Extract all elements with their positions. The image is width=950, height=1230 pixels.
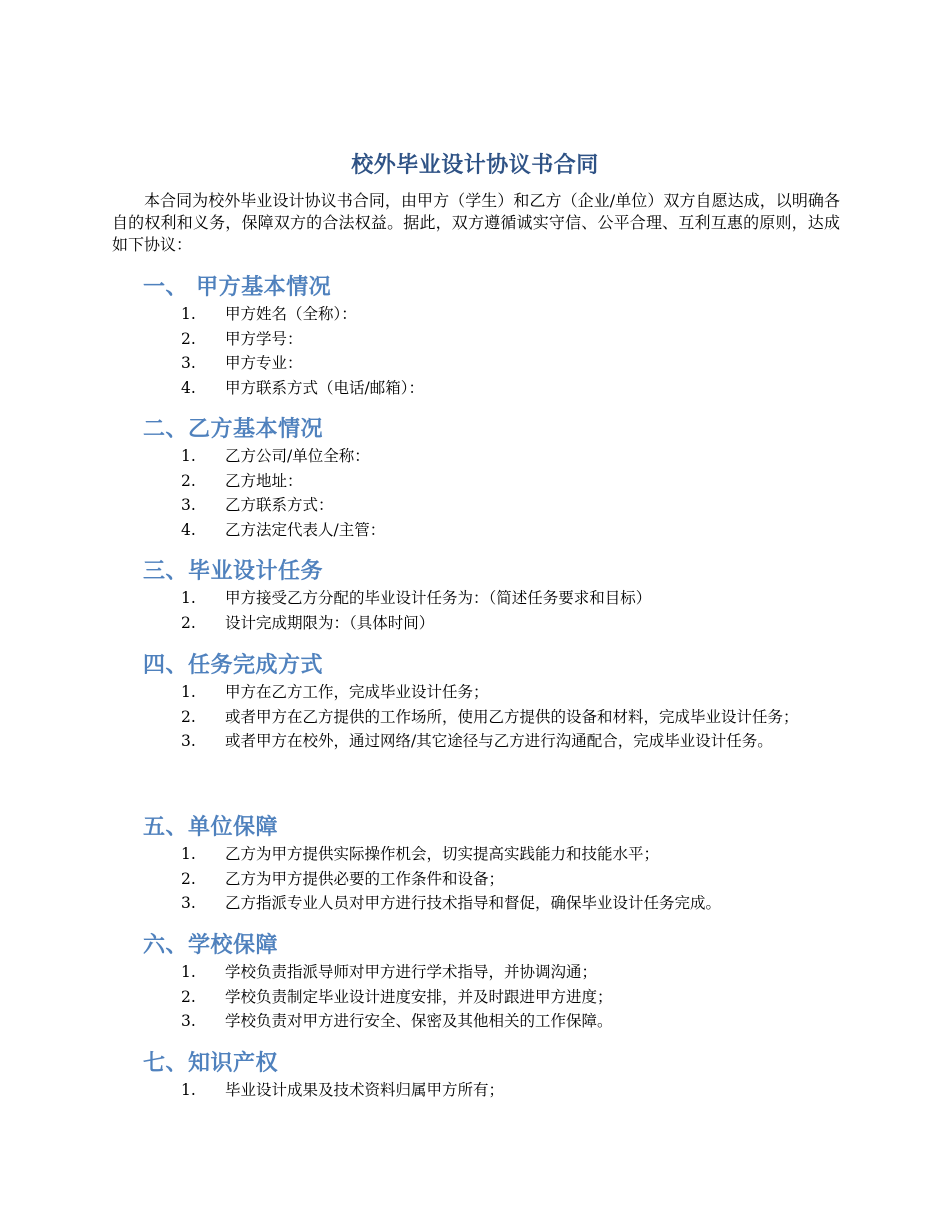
section-intellectual-property: [143, 1049, 843, 1104]
section-heading: 一、 甲方基本情况: [143, 275, 332, 300]
item-number: 3.: [181, 1012, 196, 1030]
item-number: 1.: [181, 589, 196, 607]
intro-paragraph: 本合同为校外毕业设计协议书合同，由甲方（学生）和乙方（企业/单位）双方自愿达成，以明确各自的权利和义务，保障双方的合法权益。据此，双方遵循诚实守信、公平合理、互利互惠的原则，达成如下协议：: [112, 191, 840, 254]
item-number: 1.: [181, 845, 196, 863]
item-number: 2.: [181, 869, 196, 888]
item-number: 3.: [181, 354, 196, 372]
item-number: 1.: [181, 963, 196, 981]
item-number: 1.: [181, 447, 196, 465]
item-text: 甲方接受乙方分配的毕业设计任务为：（简述任务要求和目标）: [225, 589, 652, 607]
item-number: 1.: [181, 683, 196, 701]
section-heading: 六、学校保障: [143, 933, 279, 958]
list-item: [143, 470, 843, 492]
item-number: 2.: [181, 329, 196, 348]
item-text: 学校负责制定毕业设计进度安排，并及时跟进甲方进度；: [225, 987, 613, 1006]
item-text: 甲方专业：: [225, 354, 303, 372]
item-text: 乙方指派专业人员对甲方进行技术指导和督促，确保毕业设计任务完成。: [225, 894, 722, 912]
item-text: 学校负责指派导师对甲方进行学术指导，并协调沟通；: [225, 963, 598, 981]
section-party-b: [143, 415, 843, 543]
item-text: 甲方学号：: [225, 329, 303, 348]
item-number: 2.: [181, 471, 196, 490]
section-heading: 二、乙方基本情况: [143, 417, 324, 442]
item-text: 毕业设计成果及技术资料归属甲方所有；: [225, 1081, 505, 1099]
section-heading: 七、知识产权: [143, 1051, 279, 1076]
item-number: 2.: [181, 613, 196, 632]
list-item: [143, 681, 843, 703]
item-number: 4.: [181, 378, 196, 397]
item-number: 3.: [181, 732, 196, 750]
item-text: 甲方在乙方工作，完成毕业设计任务；: [225, 683, 489, 701]
item-text: 甲方姓名（全称）：: [225, 305, 357, 323]
item-text: 甲方联系方式（电话/邮箱）：: [225, 378, 424, 397]
item-text: 或者甲方在校外，通过网络/其它途径与乙方进行沟通配合，完成毕业设计任务。: [225, 732, 773, 750]
list-item: [143, 730, 843, 752]
document-title: 校外毕业设计协议书合同: [351, 153, 599, 178]
item-text: 乙方法定代表人/主管：: [225, 520, 386, 539]
section-heading: 四、任务完成方式: [143, 653, 324, 678]
item-text: 设计完成期限为：（具体时间）: [225, 613, 435, 632]
list-item: [143, 445, 843, 467]
list-item: [143, 303, 843, 325]
item-number: 2.: [181, 707, 196, 726]
list-item: [143, 328, 843, 350]
list-item: [143, 706, 843, 728]
list-item: [143, 843, 843, 865]
list-item: [143, 519, 843, 541]
list-item: [143, 961, 843, 983]
item-text: 乙方为甲方提供必要的工作条件和设备；: [225, 869, 505, 888]
item-text: 乙方为甲方提供实际操作机会，切实提高实践能力和技能水平；: [225, 845, 660, 863]
section-unit-guarantee: [143, 813, 843, 917]
list-item: [143, 1079, 843, 1101]
section-heading: 五、单位保障: [143, 815, 279, 840]
item-text: 乙方公司/单位全称：: [225, 447, 370, 465]
item-text: 或者甲方在乙方提供的工作场所，使用乙方提供的设备和材料，完成毕业设计任务；: [225, 707, 799, 726]
list-item: [143, 868, 843, 890]
section-party-a: [143, 273, 843, 401]
item-number: 1.: [181, 305, 196, 323]
section-school-guarantee: [143, 931, 843, 1035]
list-item: [143, 377, 843, 399]
list-item: [143, 612, 843, 634]
list-item: [143, 892, 843, 914]
item-number: 3.: [181, 496, 196, 514]
section-design-task: [143, 557, 843, 636]
list-item: [143, 587, 843, 609]
list-item: [143, 494, 843, 516]
item-text: 学校负责对甲方进行安全、保密及其他相关的工作保障。: [225, 1012, 613, 1030]
item-number: 1.: [181, 1081, 196, 1099]
list-item: [143, 986, 843, 1008]
list-item: [143, 1010, 843, 1032]
section-heading: 三、毕业设计任务: [143, 559, 324, 584]
item-text: 乙方联系方式：: [225, 496, 334, 514]
item-text: 乙方地址：: [225, 471, 303, 490]
section-completion-method: [143, 651, 843, 755]
item-number: 3.: [181, 894, 196, 912]
item-number: 2.: [181, 987, 196, 1006]
item-number: 4.: [181, 520, 196, 539]
list-item: [143, 352, 843, 374]
